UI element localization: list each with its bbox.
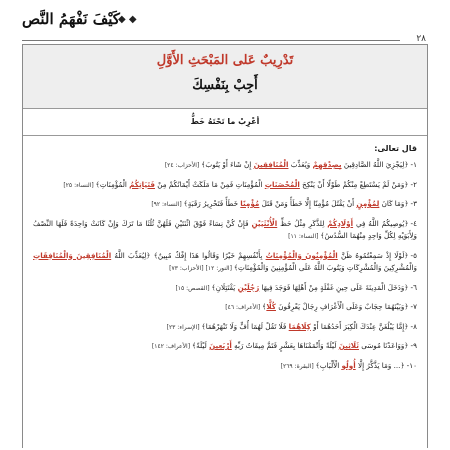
underlined-word: فَتَيَاتِكُمُ	[129, 179, 155, 189]
item-text: الْمُؤْمِنَاتِ فَمِنْ مَا مَلَكَتْ أَيْمَانُكُمْ مِنْ	[154, 179, 265, 189]
verse-reference: [الإسراء: ٢٣]	[166, 323, 202, 331]
item-number: ٥-	[410, 250, 417, 260]
item-text: ﴿... وَمَا يَذَّكَّرُ إِلَّا	[355, 360, 405, 370]
item-text: الْمُؤْمِنَاتِ﴾	[95, 179, 130, 189]
item-text: ﴿إِمَّا يَبْلُغَنَّ عِنْدَكَ الْكِبَرَ أَحَدُهُمَا أَوْ	[310, 321, 409, 331]
item-number: ٧-	[410, 302, 417, 311]
item-text: ﴿يُوصِيكُمُ اللَّهُ فِي	[353, 218, 409, 228]
list-item	[33, 159, 417, 173]
item-text: ﴿وَمَا كَانَ	[379, 199, 409, 208]
item-text: ﴿لِيَجْزِيَ اللَّهُ الصَّادِقِينَ	[341, 160, 409, 169]
underlined-word: كُلًّا	[266, 302, 276, 311]
item-text: بِأَنْفُسِهِمْ خَيْرًا وَقَالُوا هَذَا إِفْكٌ مُبِينٌ﴾ ﴿لِيُعَذِّبَ اللَّهُ	[111, 250, 266, 260]
list-item	[33, 282, 417, 296]
list-item	[33, 360, 417, 374]
item-text: لِلذَّكَرِ مِثْلُ حَظِّ	[277, 218, 328, 228]
exercise-title-box	[23, 45, 427, 109]
verse-reference: [النساء: ٢٥]	[63, 181, 96, 189]
verse-reference: [النساء: ٩٢]	[151, 201, 184, 208]
underlined-word: الْمُنَافِقِينَ	[253, 160, 289, 169]
underlined-word: بِصِدْقِهِمْ	[312, 160, 342, 169]
list-item	[33, 218, 417, 244]
ornament-icon: ◆ ◆	[118, 14, 137, 25]
verse-reference: [النور: ١٢] [الأحزاب: ٧٣]	[169, 265, 234, 272]
exercise-title: تَدْرِيبٌ عَلى المَبْحَثِ الأَوَّلِ	[156, 53, 294, 68]
item-number: ١-	[410, 160, 417, 169]
list-item	[33, 250, 417, 276]
item-number: ١٠-	[406, 360, 417, 370]
underlined-word: أَرْبَعِينَ	[209, 341, 232, 350]
underlined-word: أُولُو	[341, 360, 356, 370]
underlined-word: ثَلَاثِينَ	[338, 341, 359, 350]
item-text: وَيُعَذِّبَ	[288, 160, 313, 169]
item-text: ﴿وَمَنْ لَمْ يَسْتَطِعْ مِنْكُمْ طَوْلًا أَنْ يَنْكِحَ	[299, 179, 409, 189]
item-text: ﴿وَبَيْنَهُمَا حِجَابٌ وَعَلَى الْأَعْرَافِ رِجَالٌ يَعْرِفُونَ	[275, 302, 409, 311]
item-number: ٨-	[410, 321, 417, 331]
items-list	[33, 159, 417, 373]
item-text: ﴿لَوْلَا إِذْ سَمِعْتُمُوهُ ظَنَّ	[337, 250, 409, 260]
underlined-word: الْمُحْصَنَاتِ	[264, 179, 300, 189]
underlined-word: الْمُنَافِقِينَ وَالْمُنَافِقَاتِ	[33, 250, 112, 260]
item-text: يَقْتَتِلَانِ﴾	[211, 282, 238, 292]
intro-text: قال تعالى:	[374, 144, 417, 153]
page-number: ٢٨	[416, 34, 426, 44]
item-text: لَيْلَةً وَأَتْمَمْنَاهَا بِعَشْرٍ فَتَمَّ مِيقَاتُ رَبِّهِ	[231, 341, 339, 350]
underlined-word: كِلَاهُمَا	[288, 321, 311, 331]
verse-reference: [النساء: ١١]	[288, 233, 321, 240]
header-rule	[22, 40, 400, 41]
underlined-word: الْمُؤْمِنُونَ وَالْمُؤْمِنَاتُ	[265, 250, 338, 260]
verse-reference: [الأحزاب: ٢٤]	[164, 162, 202, 169]
exercise-subtitle: أَجِبْ بِنَفْسِكَ	[192, 78, 258, 93]
underlined-word: مُؤْمِنًا	[240, 199, 260, 208]
list-item	[33, 179, 417, 193]
verse-reference: [القصص: ١٥]	[175, 284, 212, 292]
underlined-word: رَجُلَيْنِ	[237, 282, 260, 292]
item-number: ٩-	[410, 341, 417, 350]
item-text: إِنْ شَاءَ أَوْ يَتُوبَ﴾	[201, 160, 254, 169]
item-text: خَطَأً فَتَحْرِيرُ رَقَبَةٍ﴾	[183, 199, 241, 208]
list-item	[33, 198, 417, 212]
instruction: أعْرِبْ ما تَحْتَهُ خَطٌّ	[23, 109, 427, 136]
item-text: وَالْمُشْرِكِينَ وَالْمُشْرِكَاتِ وَيَتُوبَ اللَّهُ عَلَى الْمُؤْمِنِينَ وَالْمُؤْمِنَاتِ﴾	[233, 263, 417, 272]
item-number: ٣-	[410, 199, 417, 208]
item-text: ﴾	[262, 302, 267, 311]
list-item	[33, 301, 417, 315]
verse-reference: [البقرة: ٢٦٩]	[280, 362, 316, 370]
item-text: الْأَلْبَابِ﴾	[315, 360, 342, 370]
item-text: أَنْ يَقْتُلَ مُؤْمِنًا إِلَّا خَطَأً وَمَنْ قَتَلَ	[259, 199, 357, 208]
item-text: ﴿وَدَخَلَ الْمَدِينَةَ عَلَى حِينِ غَفْلَةٍ مِنْ أَهْلِهَا فَوَجَدَ فِيهَا	[259, 282, 409, 292]
item-text: فَلَا تَقُلْ لَهُمَا أُفٍّ وَلَا تَنْهَرْهُمَا﴾	[201, 321, 289, 331]
item-text: لَيْلَةً﴾	[191, 341, 210, 350]
item-number: ٢-	[410, 179, 417, 189]
page-header	[22, 10, 428, 44]
exercise-content	[23, 136, 427, 373]
underlined-word: الْأُنْثَيَيْنِ	[251, 218, 278, 228]
item-number: ٤-	[410, 218, 417, 228]
item-text: ﴿وَوَاعَدْنَا مُوسَى	[358, 341, 409, 350]
list-item	[33, 321, 417, 335]
item-number: ٦-	[410, 282, 417, 292]
underlined-word: لِمُؤْمِنٍ	[356, 199, 380, 208]
exercise-frame	[22, 44, 428, 448]
verse-reference: [الأعراف: ٤٦]	[225, 304, 263, 311]
underlined-word: أَوْلَادِكُمْ	[327, 218, 354, 228]
verse-reference: [الأعراف: ١٤٢]	[151, 343, 192, 350]
book-title: كَيْفَ نَفْهَمُ النَّص	[22, 10, 120, 28]
item-text: فَإِنْ كُنَّ نِسَاءً فَوْقَ اثْنَتَيْنِ فَلَهُنَّ ثُلُثَا مَا تَرَكَ وَإِنْ كَانَتْ وَاحِدَةً فَلَهَا النِّصْفُ وَلِأَبَوَيْهِ لِكُلِّ وَاحِدٍ مِنْهُمَا السُّدُسُ﴾	[33, 218, 417, 240]
list-item	[33, 340, 417, 354]
